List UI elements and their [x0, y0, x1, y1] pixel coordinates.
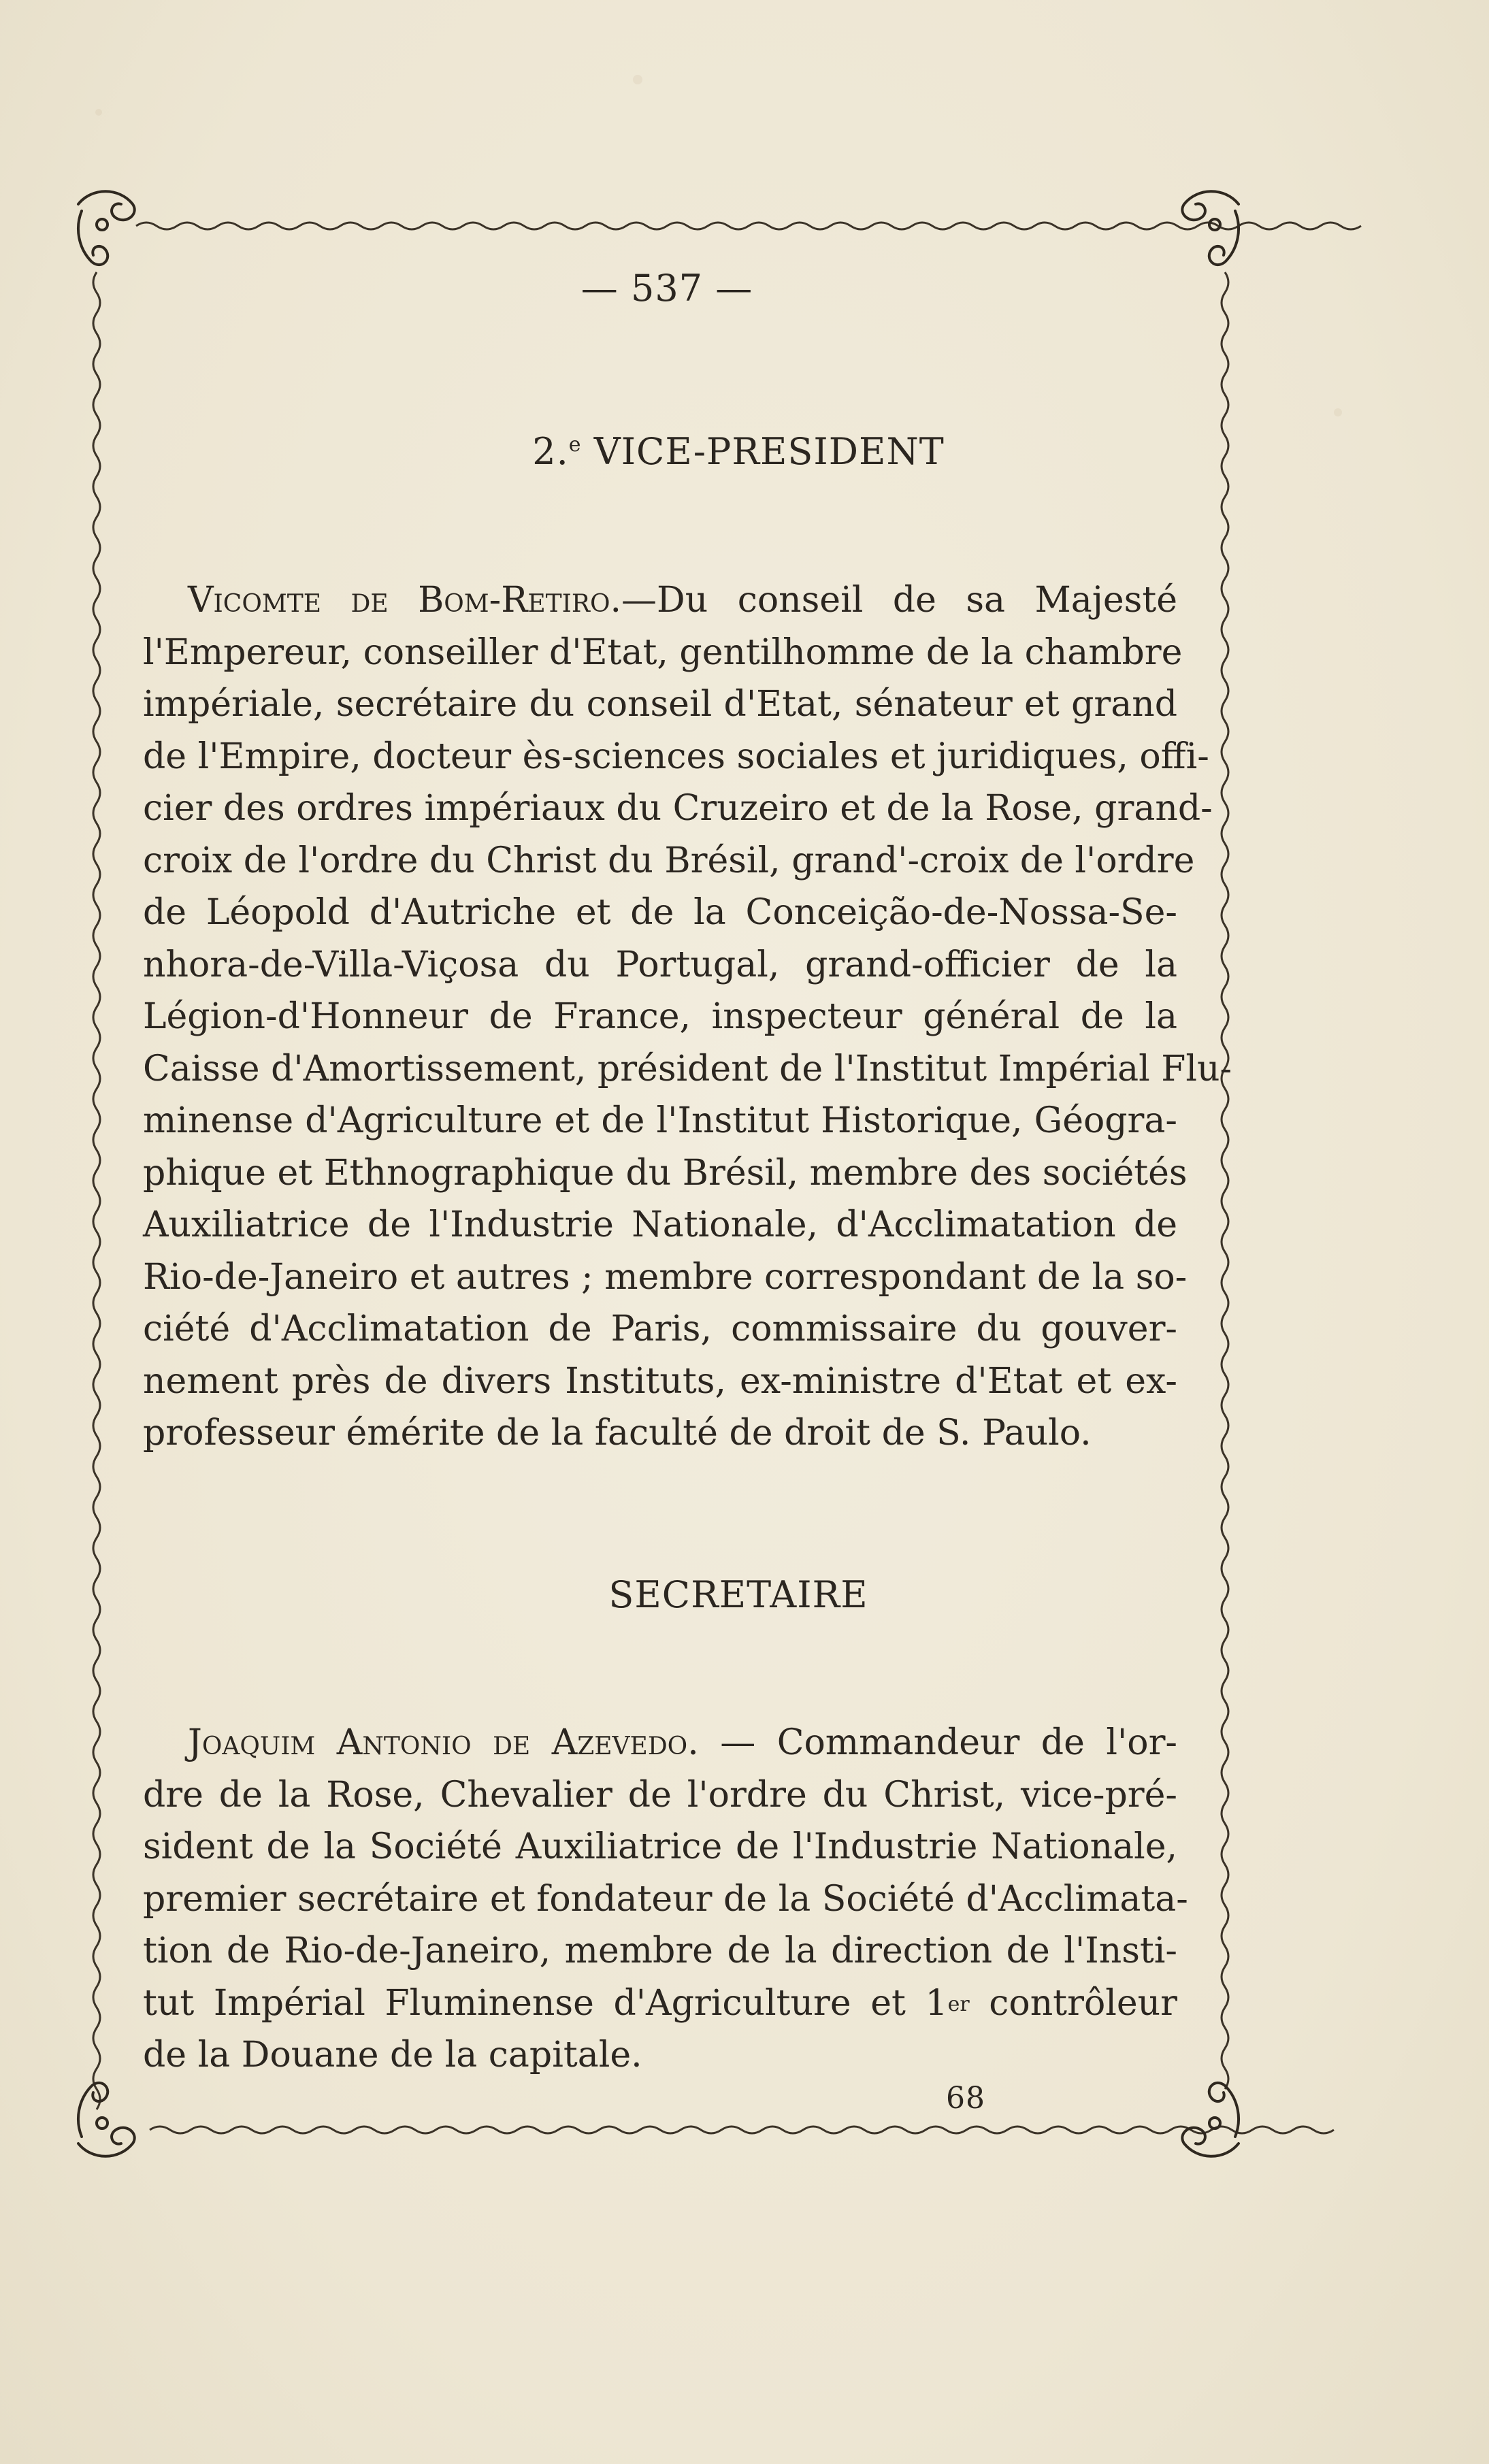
entry-line: Rio-de-Janeiro et autres ; membre correspondant de la so- — [143, 1256, 1188, 1298]
left-border-line — [93, 272, 100, 2109]
entry-line: nhora-de-Villa-Viçosa du Portugal, grand-officier de la — [143, 944, 1177, 985]
superscript: er — [947, 1992, 970, 2016]
heading-text: VICE-PRESIDENT — [581, 430, 945, 473]
person-name: Vicomte de Bom-Retiro. — [188, 580, 622, 621]
entry-line: de l'Empire, docteur ès-sciences sociales et juridiques, offi- — [143, 736, 1209, 777]
entry-line: Auxiliatrice de l'Industrie Nationale, d'Acclimatation de — [143, 1204, 1177, 1245]
heading-ordinal-superscript: e — [568, 433, 582, 457]
corner-ornament-bottom-right — [1182, 2083, 1239, 2156]
entry-line: cier des ordres impériaux du Cruzeiro et de la Rose, grand- — [143, 788, 1213, 829]
entry-line: tut Impérial Fluminense d'Agriculture et 1er contrôleur — [143, 1982, 1177, 2024]
entry-line: Légion-d'Honneur de France, inspecteur général de la — [143, 996, 1177, 1037]
entry-line: premier secrétaire et fondateur de la Société d'Acclimata- — [143, 1878, 1188, 1920]
top-border-line — [136, 223, 1361, 229]
entry-line: nement près de divers Instituts, ex-ministre d'Etat et ex- — [143, 1360, 1177, 1402]
person-name: Joaquim Antonio de Azevedo. — [188, 1722, 699, 1763]
entry-line: Caisse d'Amortissement, président de l'Institut Impérial Flu- — [143, 1048, 1232, 1089]
entry-line: croix de l'ordre du Christ du Brésil, grand'-croix de l'ordre — [143, 840, 1195, 881]
entry-joaquim-antonio-de-azevedo — [143, 1717, 1188, 2084]
section-heading-secretaire: SECRETAIRE — [608, 1573, 868, 1616]
bottom-border-line — [150, 2126, 1334, 2133]
entry-line: minense d'Agriculture et de l'Institut Historique, Géogra- — [143, 1100, 1177, 1141]
entry-line: ciété d'Acclimatation de Paris, commissaire du gouver- — [143, 1309, 1177, 1349]
entry-line: phique et Ethnographique du Brésil, membre des sociétés — [143, 1152, 1188, 1194]
section-heading-vice-president — [143, 430, 1334, 473]
corner-ornament-bottom-left — [78, 2083, 135, 2156]
entry-line: Joaquim Antonio de Azevedo. — Commandeur de l'or- — [188, 1722, 1177, 1763]
entry-vicomte-de-bom-retiro — [143, 574, 1232, 1466]
entry-line: de Léopold d'Autriche et de la Conceição-de-Nossa-Se- — [143, 892, 1177, 933]
heading-ordinal: 2. — [532, 430, 569, 473]
entry-line: impériale, secrétaire du conseil d'Etat, sénateur et grand — [143, 684, 1177, 725]
entry-line: dre de la Rose, Chevalier de l'ordre du Christ, vice-pré- — [143, 1774, 1177, 1816]
entry-line: tion de Rio-de-Janeiro, membre de la direction de l'Insti- — [143, 1931, 1177, 1971]
entry-line: professeur émérite de la faculté de droit de S. Paulo. — [143, 1413, 1092, 1453]
corner-ornament-top-left — [78, 191, 135, 265]
entry-line: sident de la Société Auxiliatrice de l'Industrie Nationale, — [143, 1826, 1177, 1867]
entry-line: de la Douane de la capitale. — [143, 2035, 642, 2075]
page-number: — 537 — — [580, 267, 753, 310]
printer-signature-mark: 68 — [946, 2081, 985, 2116]
entry-line: Vicomte de Bom-Retiro.—Du conseil de sa Majesté — [188, 580, 1178, 621]
entry-line: l'Empereur, conseiller d'Etat, gentilhomme de la chambre — [143, 631, 1183, 673]
right-border-line — [1222, 272, 1228, 2089]
